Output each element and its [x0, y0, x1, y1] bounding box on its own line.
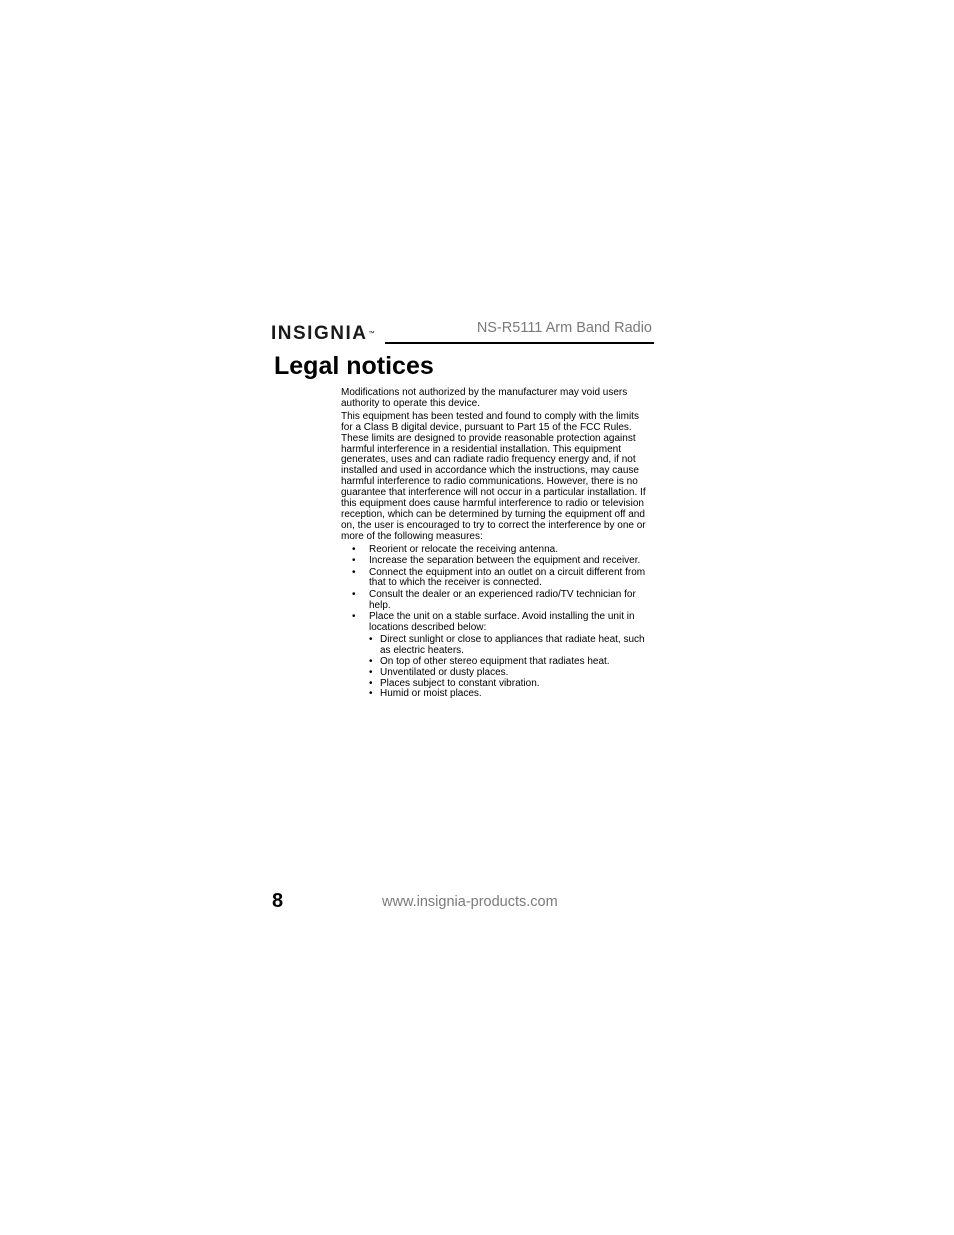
paragraph-modifications: Modifications not authorized by the manufacturer may void users authority to operate this device.	[341, 387, 628, 409]
logo-text: INSIGNIA	[271, 323, 368, 344]
sub-list-item: • Unventilated or dusty places.	[369, 668, 653, 679]
sub-list-item: • On top of other stereo equipment that radiates heat.	[369, 657, 653, 668]
list-item: • Reorient or relocate the receiving antenna.	[341, 545, 653, 556]
sub-list-item: • Places subject to constant vibration.	[369, 679, 653, 690]
legal-body	[341, 388, 653, 701]
list-item-placement	[341, 612, 653, 700]
sub-list-item: • Humid or moist places.	[369, 689, 653, 700]
trademark-symbol: ™	[368, 331, 375, 337]
page-number: 8	[272, 890, 284, 912]
product-title: NS-R5111 Arm Band Radio	[476, 320, 652, 336]
locations-sublist	[369, 635, 653, 700]
insignia-logo	[271, 320, 374, 348]
list-item: • Connect the equipment into an outlet on a circuit different from that to which the receiver is connected.	[341, 568, 653, 590]
footer-url: www.insignia-products.com	[382, 894, 558, 910]
list-item-text: Place the unit on a stable surface. Avoid installing the unit in locations described below:	[369, 611, 635, 634]
list-item: • Increase the separation between the equipment and receiver.	[341, 556, 653, 567]
page-title: Legal notices	[274, 352, 434, 380]
header-divider	[385, 342, 654, 344]
list-item: • Consult the dealer or an experienced radio/TV technician for help.	[341, 590, 653, 612]
measures-list	[341, 545, 653, 701]
sub-list-item: • Direct sunlight or close to appliances that radiate heat, such as electric heaters.	[369, 635, 653, 657]
paragraph-fcc-compliance: This equipment has been tested and found to comply with the limits for a Class B digital device, pursuant to Part 15 of the FCC Rules. These limits are designed to provide reasonable protection against harmful interference in a residential installation. This equipment generates, uses and can radiate radio frequency energy and, if not installed and used in accordance which the instructions, may cause harmful interference to radio communications. However, there is no guarantee that interference will not occur in a particular installation. If this equipment does cause harmful interference to radio or television reception, which can be determined by turning the equipment off and on, the user is encouraged to try to correct the interference by one or more of the following measures:	[341, 410, 646, 542]
